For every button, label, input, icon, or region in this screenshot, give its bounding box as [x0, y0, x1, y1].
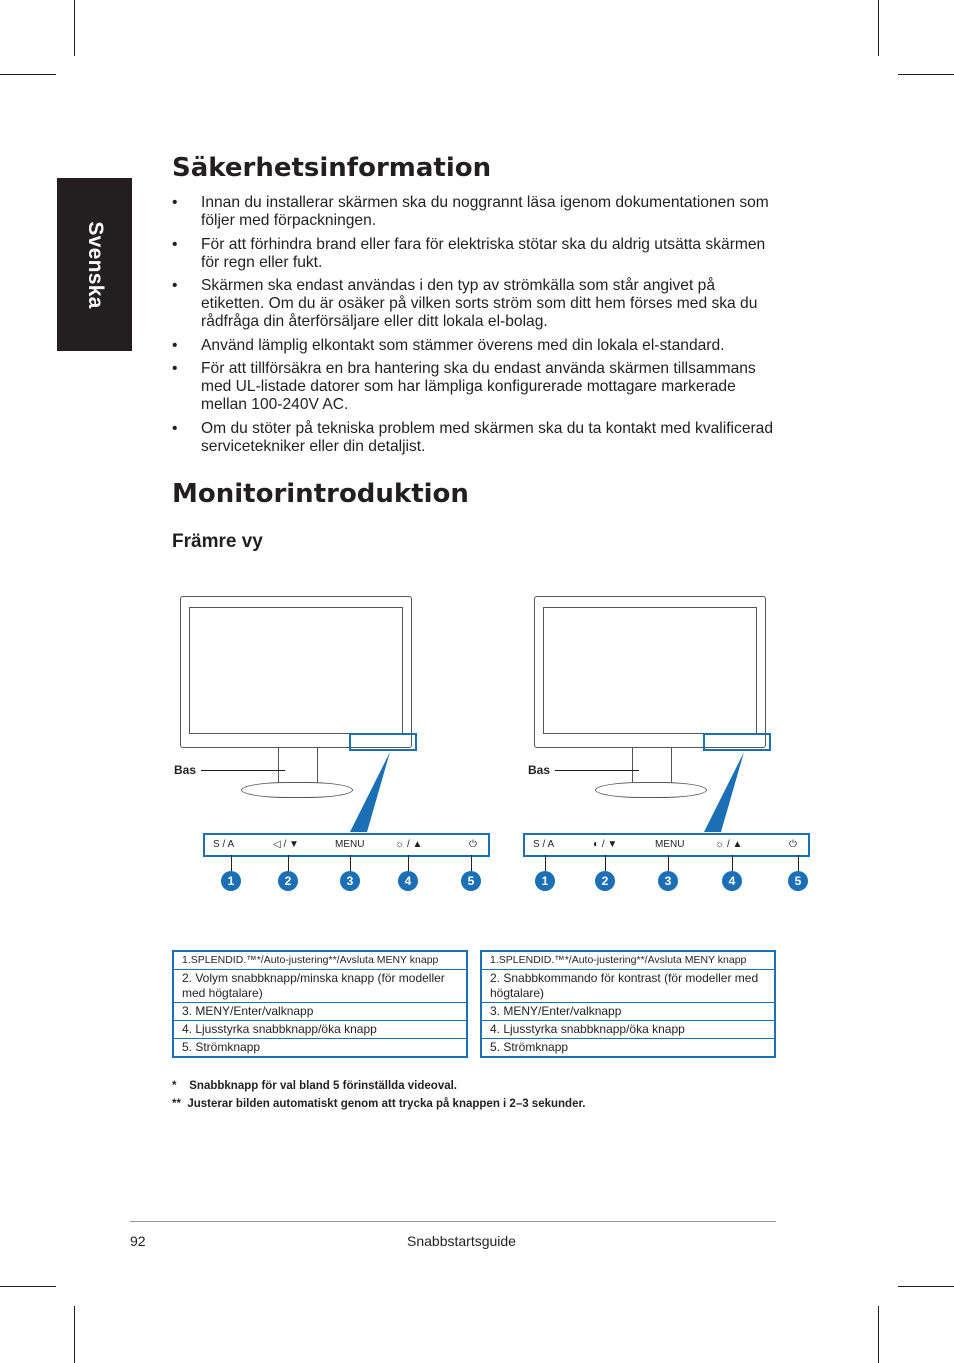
callout-number: 4	[722, 871, 742, 891]
brightness-up-button[interactable]: ☼ / ▲	[395, 839, 423, 850]
callout-number: 5	[461, 871, 481, 891]
splendid-auto-button[interactable]: S / A	[533, 839, 555, 850]
callout-pointer	[694, 748, 754, 838]
callout-pointer	[340, 748, 400, 838]
callout-number: 3	[340, 871, 360, 891]
legend-item: 4. Ljusstyrka snabbknapp/öka knapp	[173, 1021, 467, 1039]
base-label: Bas	[528, 763, 551, 777]
menu-button[interactable]: MENU	[335, 839, 365, 850]
crop-mark	[0, 74, 56, 75]
callout-number: 3	[658, 871, 678, 891]
language-tab	[57, 178, 132, 351]
safety-bullet: • För att förhindra brand eller fara för elektriska stötar ska du aldrig utsätta skärmen för regn eller fukt.	[172, 236, 782, 272]
volume-down-button[interactable]: ◁ / ▼	[273, 839, 299, 850]
callout-number: 1	[535, 871, 555, 891]
legend-item: 5. Strömknapp	[173, 1039, 467, 1058]
power-button[interactable]: ⏻	[789, 839, 797, 850]
legend-table-1	[172, 950, 468, 1058]
crop-mark	[0, 1286, 56, 1287]
crop-mark	[74, 1306, 75, 1363]
contrast-down-button[interactable]: ◐ / ▼	[593, 839, 618, 850]
legend-item: 1.SPLENDID.™*/Auto-justering**/Avsluta MENY knapp	[481, 951, 775, 970]
safety-bullet: • Skärmen ska endast användas i den typ av strömkälla som står angivet på etiketten. Om du är osäker på vilken sorts ström som ditt hem förses med ska du rådfråga din återförsäljare eller ditt lokala el-bolag.	[172, 277, 782, 331]
guide-title: Snabbstartsguide	[407, 1233, 516, 1249]
language-tab-label: Svenska	[83, 220, 107, 309]
safety-bullet: • För att tillförsäkra en bra hantering ska du endast använda skärmen tillsammans med UL-listade datorer som har lämpliga konfigurerade mottagare markerade mellan 100-240V AC.	[172, 360, 782, 414]
button-panel-1	[203, 833, 490, 857]
legend-table-2	[480, 950, 776, 1058]
safety-list	[172, 194, 782, 461]
crop-mark	[74, 0, 75, 56]
footer-divider	[130, 1221, 776, 1222]
legend-item: 4. Ljusstyrka snabbknapp/öka knapp	[481, 1021, 775, 1039]
crop-mark	[878, 1306, 879, 1363]
callout-number: 2	[595, 871, 615, 891]
safety-bullet: • Om du stöter på tekniska problem med skärmen ska du ta kontakt med kvalificerad servicetekniker eller din detaljist.	[172, 420, 782, 456]
callout-number: 4	[398, 871, 418, 891]
legend-item: 5. Strömknapp	[481, 1039, 775, 1058]
legend-item: 1.SPLENDID.™*/Auto-justering**/Avsluta MENY knapp	[173, 951, 467, 970]
intro-title: Monitorintroduktion	[172, 479, 469, 509]
brightness-up-button[interactable]: ☼ / ▲	[715, 839, 743, 850]
button-panel-2	[523, 833, 810, 857]
base-label: Bas	[174, 763, 197, 777]
callout-number: 2	[278, 871, 298, 891]
menu-button[interactable]: MENU	[655, 839, 685, 850]
footnote-1: * Snabbknapp för val bland 5 förinställda videoval.	[172, 1080, 458, 1092]
safety-bullet: • Använd lämplig elkontakt som stämmer överens med din lokala el-standard.	[172, 337, 782, 355]
legend-item: 3. MENY/Enter/valknapp	[481, 1003, 775, 1021]
legend-item: 2. Volym snabbknapp/minska knapp (för modeller med högtalare)	[173, 970, 467, 1003]
safety-title: Säkerhetsinformation	[172, 153, 492, 183]
crop-mark	[898, 1286, 954, 1287]
safety-bullet: • Innan du installerar skärmen ska du noggrannt läsa igenom dokumentationen som följer med förpackningen.	[172, 194, 782, 230]
page-number: 92	[130, 1233, 146, 1249]
intro-subtitle: Främre vy	[172, 531, 263, 552]
callout-number: 5	[788, 871, 808, 891]
callout-number: 1	[221, 871, 241, 891]
splendid-auto-button[interactable]: S / A	[213, 839, 235, 850]
legend-item: 2. Snabbkommando för kontrast (för modeller med högtalare)	[481, 970, 775, 1003]
power-button[interactable]: ⏻	[469, 839, 477, 850]
crop-mark	[878, 0, 879, 56]
legend-item: 3. MENY/Enter/valknapp	[173, 1003, 467, 1021]
footnote-2: ** Justerar bilden automatiskt genom att trycka på knappen i 2–3 sekunder.	[172, 1098, 586, 1110]
crop-mark	[898, 74, 954, 75]
